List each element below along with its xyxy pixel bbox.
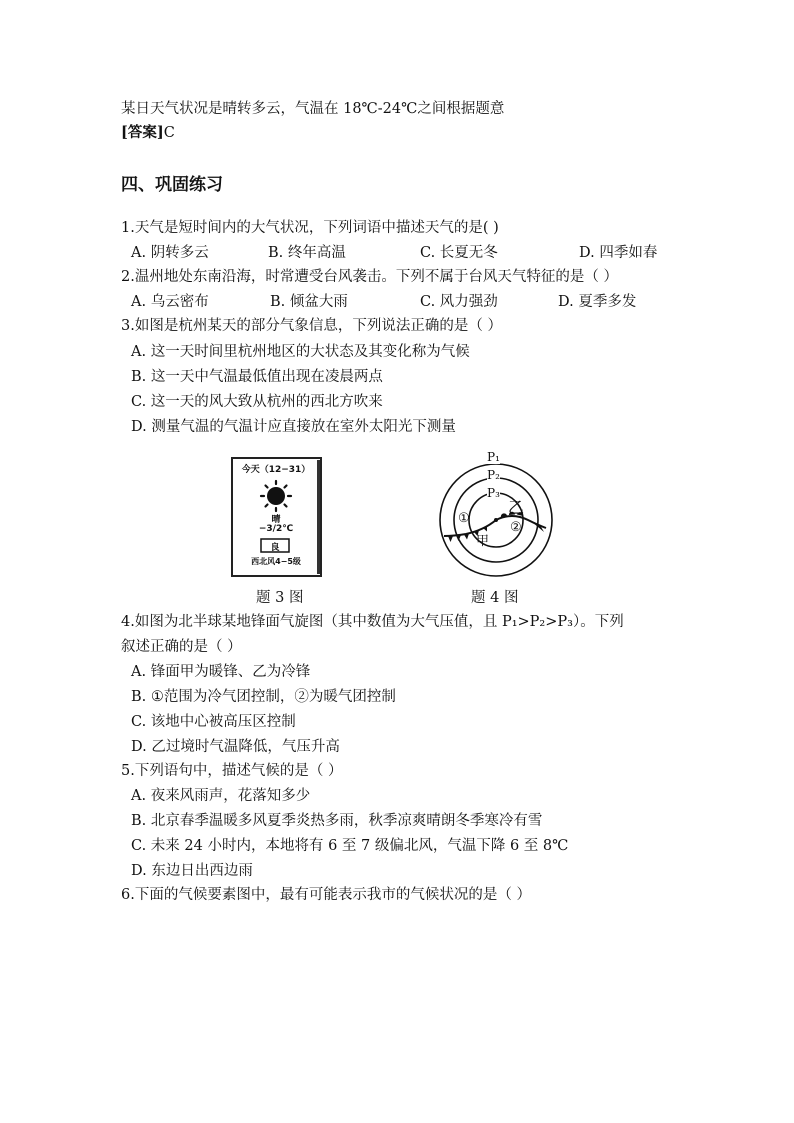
answer-label: [答案] — [121, 124, 164, 141]
question-2-option-d: D. 夏季多发 — [558, 294, 637, 310]
label-p2: P₂ — [487, 468, 500, 482]
figure-3-air-quality: 良 — [270, 543, 280, 553]
question-1-stem: 1.天气是短时间内的大气状况，下列词语中描述天气的是( ) — [121, 220, 499, 236]
question-2-option-c: C. 风力强劲 — [420, 294, 498, 310]
figure-3-temperature: −3/2℃ — [258, 524, 294, 534]
question-3-stem: 3.如图是杭州某天的部分气象信息，下列说法正确的是（ ） — [121, 318, 502, 334]
figure-3-wind: 西北风4−5级 — [251, 557, 301, 566]
label-p1: P₁ — [487, 450, 500, 464]
question-3-option-b: B. 这一天中气温最低值出现在凌晨两点 — [131, 369, 383, 385]
question-5-stem: 5.下列语句中，描述气候的是（ ） — [121, 763, 343, 779]
question-5-option-a: A. 夜来风雨声，花落知多少 — [131, 788, 311, 804]
section-title: 四、巩固练习 — [121, 175, 223, 195]
answer-line — [121, 123, 175, 143]
figure-3-condition: 晴 — [271, 515, 281, 525]
figure-3-date: 今天（12−31） — [241, 465, 311, 475]
question-4-option-c: C. 该地中心被高压区控制 — [131, 714, 296, 730]
figure-3-caption: 题 3 图 — [256, 590, 304, 606]
answer-value: C — [163, 125, 175, 141]
question-2-option-b: B. 倾盆大雨 — [270, 294, 348, 310]
figure-4-cyclone-diagram — [436, 450, 554, 585]
question-5-option-c: C. 未来 24 小时内，本地将有 6 至 7 级偏北风，气温下降 6 至 8℃ — [131, 838, 569, 854]
question-1-option-a: A. 阴转多云 — [131, 245, 209, 261]
question-1-option-b: B. 终年高温 — [268, 245, 346, 261]
question-3-option-d: D. 测量气温的气温计应直接放在室外太阳光下测量 — [131, 419, 456, 435]
question-5-option-b: B. 北京春季温暖多风夏季炎热多雨，秋季凉爽晴朗冬季寒冷有雪 — [131, 813, 543, 829]
question-3-option-a: A. 这一天时间里杭州地区的大状态及其变化称为气候 — [131, 344, 470, 360]
label-p3: P₃ — [487, 486, 500, 500]
question-4-option-a: A. 锋面甲为暖锋、乙为冷锋 — [131, 664, 311, 680]
question-1-option-d: D. 四季如春 — [579, 245, 658, 261]
figure-4-caption: 题 4 图 — [471, 590, 519, 606]
label-jia: 甲 — [476, 534, 490, 549]
label-region-2: ② — [510, 520, 522, 535]
question-4-option-d: D. 乙过境时气温降低，气压升高 — [131, 739, 340, 755]
question-2-stem: 2.温州地处东南沿海，时常遭受台风袭击。下列不属于台风天气特征的是（ ） — [121, 269, 618, 285]
label-yi: 乙 — [508, 498, 525, 517]
figure-3-weather-card — [231, 457, 322, 577]
question-1-option-c: C. 长夏无冬 — [420, 245, 498, 261]
question-4-stem-line-2: 叙述正确的是（ ） — [121, 639, 242, 655]
question-3-option-c: C. 这一天的风大致从杭州的西北方吹来 — [131, 394, 383, 410]
question-4-stem-line-1: 4.如图为北半球某地锋面气旋图（其中数值为大气压值，且 P₁>P₂>P₃）。下列 — [121, 614, 624, 630]
label-region-1: ① — [458, 511, 470, 526]
intro-weather-line: 某日天气状况是晴转多云，气温在 18℃-24℃之间根据题意 — [121, 101, 505, 117]
question-6-stem: 6.下面的气候要素图中，最有可能表示我市的气候状况的是（ ） — [121, 887, 531, 903]
question-4-option-b: B. ①范围为冷气团控制，②为暖气团控制 — [131, 689, 396, 705]
question-2-option-a: A. 乌云密布 — [131, 294, 209, 310]
question-5-option-d: D. 东边日出西边雨 — [131, 863, 253, 879]
